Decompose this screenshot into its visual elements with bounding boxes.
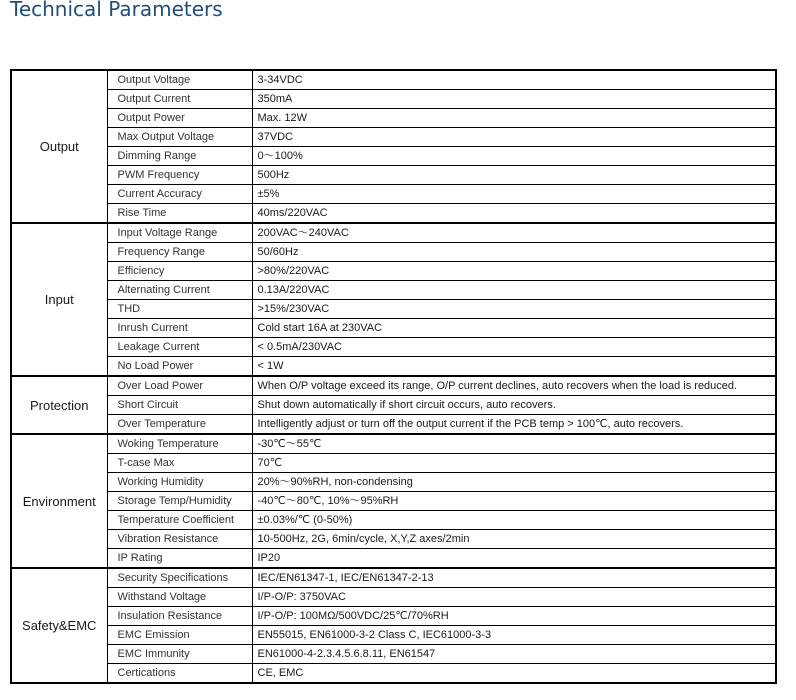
parameter-name: Output Voltage — [107, 70, 252, 90]
table-row — [11, 568, 776, 588]
table-row — [11, 434, 776, 454]
parameter-name: Vibration Resistance — [107, 530, 252, 549]
parameter-name: Over Temperature — [107, 415, 252, 435]
table-row — [11, 492, 776, 511]
table-row — [11, 664, 776, 684]
parameter-value: 3-34VDC — [252, 70, 776, 90]
parameter-value: 0.13A/220VAC — [252, 281, 776, 300]
table-row — [11, 185, 776, 204]
section-protection — [11, 376, 776, 434]
parameter-value: EN61000-4-2.3.4.5.6.8.11, EN61547 — [252, 645, 776, 664]
parameter-name: EMC Emission — [107, 626, 252, 645]
parameter-value: ±5% — [252, 185, 776, 204]
parameter-name: Efficiency — [107, 262, 252, 281]
table-row — [11, 90, 776, 109]
table-row — [11, 549, 776, 569]
parameter-name: Security Specifications — [107, 568, 252, 588]
section-input — [11, 223, 776, 376]
parameter-name: Dimming Range — [107, 147, 252, 166]
parameter-value: 20%～90%RH, non-condensing — [252, 473, 776, 492]
parameter-name: Short Circuit — [107, 396, 252, 415]
parameter-value: When O/P voltage exceed its range, O/P current declines, auto recovers when the load is reduced. — [252, 376, 776, 396]
parameter-name: Rise Time — [107, 204, 252, 224]
table-row — [11, 396, 776, 415]
parameter-name: Working Humidity — [107, 473, 252, 492]
parameter-value: < 1W — [252, 357, 776, 377]
parameter-name: Storage Temp/Humidity — [107, 492, 252, 511]
parameter-value: 40ms/220VAC — [252, 204, 776, 224]
parameter-value: ±0.03%/℃ (0-50%) — [252, 511, 776, 530]
table-row — [11, 223, 776, 243]
parameter-name: Alternating Current — [107, 281, 252, 300]
table-row — [11, 262, 776, 281]
parameter-value: -40℃～80℃, 10%～95%RH — [252, 492, 776, 511]
parameter-name: Frequency Range — [107, 243, 252, 262]
table-row — [11, 281, 776, 300]
table-row — [11, 607, 776, 626]
parameter-value: Shut down automatically if short circuit occurs, auto recovers. — [252, 396, 776, 415]
parameter-value: >80%/220VAC — [252, 262, 776, 281]
table-row — [11, 204, 776, 224]
parameter-value: I/P-O/P: 100MΩ/500VDC/25℃/70%RH — [252, 607, 776, 626]
parameter-name: EMC Immunity — [107, 645, 252, 664]
parameter-value: Cold start 16A at 230VAC — [252, 319, 776, 338]
section-output — [11, 70, 776, 223]
table-row — [11, 300, 776, 319]
table-row — [11, 645, 776, 664]
parameter-value: 200VAC～240VAC — [252, 223, 776, 243]
parameter-value: 10-500Hz, 2G, 6min/cycle, X,Y,Z axes/2min — [252, 530, 776, 549]
table-row — [11, 147, 776, 166]
parameter-value: Max. 12W — [252, 109, 776, 128]
parameter-name: Over Load Power — [107, 376, 252, 396]
parameter-name: Certications — [107, 664, 252, 684]
parameter-name: Output Current — [107, 90, 252, 109]
parameter-value: < 0.5mA/230VAC — [252, 338, 776, 357]
section-label: Input — [11, 223, 107, 376]
parameter-value: >15%/230VAC — [252, 300, 776, 319]
parameter-name: Leakage Current — [107, 338, 252, 357]
parameter-value: Intelligently adjust or turn off the output current if the PCB temp > 100℃, auto recovers. — [252, 415, 776, 435]
parameter-value: I/P-O/P: 3750VAC — [252, 588, 776, 607]
parameter-value: EN55015, EN61000-3-2 Class C, IEC61000-3-3 — [252, 626, 776, 645]
technical-parameters-table — [10, 69, 777, 684]
parameter-value: 50/60Hz — [252, 243, 776, 262]
table-row — [11, 511, 776, 530]
parameter-name: T-case Max — [107, 454, 252, 473]
parameter-name: Current Accuracy — [107, 185, 252, 204]
parameter-name: IP Rating — [107, 549, 252, 569]
section-label: Safety&EMC — [11, 568, 107, 683]
page-title: Technical Parameters — [10, 0, 223, 21]
table-row — [11, 454, 776, 473]
table-row — [11, 626, 776, 645]
table-row — [11, 166, 776, 185]
parameter-name: Max Output Voltage — [107, 128, 252, 147]
parameter-name: Withstand Voltage — [107, 588, 252, 607]
section-label: Environment — [11, 434, 107, 568]
parameter-value: IP20 — [252, 549, 776, 569]
parameter-name: Inrush Current — [107, 319, 252, 338]
parameter-name: Temperature Coefficient — [107, 511, 252, 530]
parameter-value: -30℃～55℃ — [252, 434, 776, 454]
parameter-name: Output Power — [107, 109, 252, 128]
table-row — [11, 376, 776, 396]
section-environment — [11, 434, 776, 568]
table-row — [11, 415, 776, 435]
table-row — [11, 319, 776, 338]
parameter-name: No Load Power — [107, 357, 252, 377]
table-row — [11, 70, 776, 90]
table-row — [11, 243, 776, 262]
section-label: Protection — [11, 376, 107, 434]
table-row — [11, 588, 776, 607]
parameter-name: THD — [107, 300, 252, 319]
table-row — [11, 530, 776, 549]
parameter-value: 70℃ — [252, 454, 776, 473]
section-safety-emc — [11, 568, 776, 683]
table-row — [11, 338, 776, 357]
parameter-value: 500Hz — [252, 166, 776, 185]
table-row — [11, 128, 776, 147]
section-label: Output — [11, 70, 107, 223]
table-row — [11, 109, 776, 128]
parameter-name: Woking Temperature — [107, 434, 252, 454]
parameter-name: Input Voltage Range — [107, 223, 252, 243]
table-row — [11, 473, 776, 492]
table-row — [11, 357, 776, 377]
parameter-name: Insulation Resistance — [107, 607, 252, 626]
parameter-value: 37VDC — [252, 128, 776, 147]
parameter-value: CE, EMC — [252, 664, 776, 684]
parameter-value: IEC/EN61347-1, IEC/EN61347-2-13 — [252, 568, 776, 588]
parameter-value: 0～100% — [252, 147, 776, 166]
parameter-value: 350mA — [252, 90, 776, 109]
parameter-name: PWM Frequency — [107, 166, 252, 185]
